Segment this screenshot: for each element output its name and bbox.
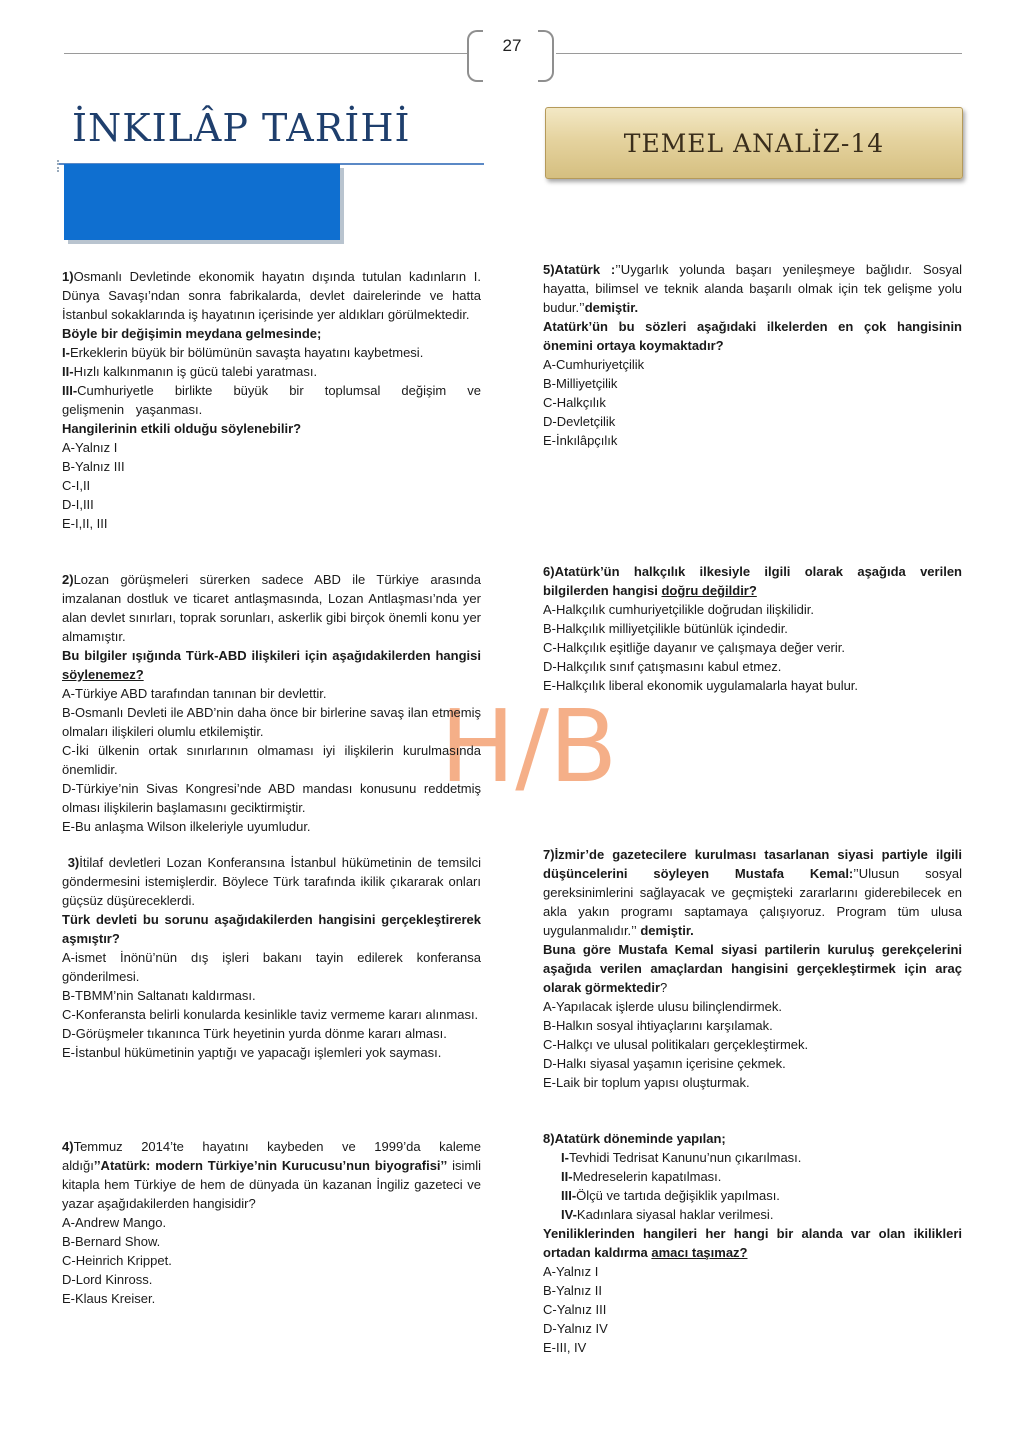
q5-option-e[interactable]: E-İnkılâpçılık bbox=[543, 433, 618, 448]
question-4 bbox=[62, 1137, 481, 1308]
q7-stem: 7)İzmir’de gazetecilere kurulması tasarlanan siyasi partiyle ilgili düşüncelerini söyleyen Mustafa Kemal:’’Ulusun sosyal gereksinimlerini sağlayacak ve geçmişteki zararlarını giderebilecek en akla yakın programı saptamaya çalışıyoruz. Program tüm ulusa uygulanmalıdır.’’ demiştir. bbox=[543, 847, 962, 938]
q7-option-a[interactable]: A-Yapılacak işlerde ulusu bilinçlendirmek. bbox=[543, 999, 782, 1014]
q8-item: I-Tevhidi Tedrisat Kanunu’nun çıkarılması. bbox=[561, 1150, 802, 1165]
question-8 bbox=[543, 1129, 962, 1357]
q1-option-d[interactable]: D-I,III bbox=[62, 497, 94, 512]
q6-option-b[interactable]: B-Halkçılık milliyetçilikle bütünlük içindedir. bbox=[543, 621, 788, 636]
question-7 bbox=[543, 845, 962, 1092]
q3-option-e[interactable]: E-İstanbul hükümetinin yaptığı ve yapacağı işlemleri yok sayması. bbox=[62, 1045, 442, 1060]
q6-question: 6)Atatürk’ün halkçılık ilkesiyle ilgili olarak aşağıda verilen bilgilerden hangisi doğru değildir? bbox=[543, 564, 962, 598]
q5-option-d[interactable]: D-Devletçilik bbox=[543, 414, 616, 429]
q4-option-c[interactable]: C-Heinrich Krippet. bbox=[62, 1253, 172, 1268]
q6-option-d[interactable]: D-Halkçılık sınıf çatışmasını kabul etmez. bbox=[543, 659, 782, 674]
q4-option-e[interactable]: E-Klaus Kreiser. bbox=[62, 1291, 156, 1306]
question-3 bbox=[62, 853, 481, 1062]
q6-option-c[interactable]: C-Halkçılık eşitliğe dayanır ve çalışmaya değer verir. bbox=[543, 640, 846, 655]
question-5 bbox=[543, 260, 962, 450]
q7-option-e[interactable]: E-Laik bir toplum yapısı oluşturmak. bbox=[543, 1075, 750, 1090]
q8-lead: 8)Atatürk döneminde yapılan; bbox=[543, 1131, 726, 1146]
q1-lead: Böyle bir değişimin meydana gelmesinde; bbox=[62, 326, 322, 341]
q3-option-c[interactable]: C-Konferansta belirli konularda kesinlikle taviz vermeme kararı alınması. bbox=[62, 1007, 479, 1022]
analysis-badge bbox=[545, 107, 963, 179]
q3-option-a[interactable]: A-ismet İnönü’nün dış işleri bakanı tayin edilerek konferansa gönderilmesi. bbox=[62, 950, 481, 984]
q5-option-c[interactable]: C-Halkçılık bbox=[543, 395, 606, 410]
q4-option-a[interactable]: A-Andrew Mango. bbox=[62, 1215, 167, 1230]
q1-option-a[interactable]: A-Yalnız I bbox=[62, 440, 118, 455]
question-1 bbox=[62, 267, 481, 533]
q2-option-e[interactable]: E-Bu anlaşma Wilson ilkeleriyle uyumludur. bbox=[62, 819, 311, 834]
q2-stem: 2)Lozan görüşmeleri sürerken sadece ABD ile Türkiye arasında imzalanan dostluk ve ticaret antlaşmasında, Lozan Antlaşması’nda yer alan devlet sınırları, toprak sorunları, askerlik gibi birçok önemli konu yer almamıştır. bbox=[62, 572, 481, 644]
q1-option-c[interactable]: C-I,II bbox=[62, 478, 91, 493]
q8-question: Yeniliklerinden hangileri her hangi bir alanda var olan ikilikleri ortadan kaldırma amacı taşımaz? bbox=[543, 1226, 962, 1260]
q8-option-a[interactable]: A-Yalnız I bbox=[543, 1264, 599, 1279]
q5-question: Atatürk’ün bu sözleri aşağıdaki ilkelerden en çok hangisinin önemini ortaya koymaktadır? bbox=[543, 319, 962, 353]
q8-item: IV-Kadınlara siyasal haklar verilmesi. bbox=[561, 1207, 774, 1222]
q1-item: III-Cumhuriyetle birlikte büyük bir toplumsal değişim ve gelişmenin yaşanması. bbox=[62, 383, 481, 417]
subject-title: İNKILÂP TARİHİ bbox=[72, 106, 411, 150]
q8-option-d[interactable]: D-Yalnız IV bbox=[543, 1321, 608, 1336]
q7-option-c[interactable]: C-Halkçı ve ulusal politikaları gerçekleştirmek. bbox=[543, 1037, 809, 1052]
q8-option-e[interactable]: E-III, IV bbox=[543, 1340, 587, 1355]
q1-item: I-Erkeklerin büyük bir bölümünün savaşta hayatını kaybetmesi. bbox=[62, 345, 424, 360]
q1-item: II-Hızlı kalkınmanın iş gücü talebi yaratması. bbox=[62, 364, 318, 379]
q1-question: Hangilerinin etkili olduğu söylenebilir? bbox=[62, 421, 302, 436]
q4-option-b[interactable]: B-Bernard Show. bbox=[62, 1234, 161, 1249]
badge-title: TEMEL ANALİZ-14 bbox=[623, 128, 885, 158]
q2-option-d[interactable]: D-Türkiye’nin Sivas Kongresi’nde ABD mandası konusunu reddetmiş olması ilişkilerin başlamasını geciktirmiştir. bbox=[62, 781, 481, 815]
q8-option-c[interactable]: C-Yalnız III bbox=[543, 1302, 607, 1317]
q5-stem: 5)Atatürk :’’Uygarlık yolunda başarı yenileşmeye bağlıdır. Sosyal hayatta, bilimsel ve teknik alanda başarılı olmak için tek gelişme yolu budur.’’demiştir. bbox=[543, 262, 962, 315]
q2-option-a[interactable]: A-Türkiye ABD tarafından tanınan bir devlettir. bbox=[62, 686, 327, 701]
q8-item: II-Medreselerin kapatılması. bbox=[561, 1169, 722, 1184]
question-2 bbox=[62, 570, 481, 836]
q4-stem: 4)Temmuz 2014’te hayatını kaybeden ve 1999’da kaleme aldığı’’Atatürk: modern Türkiye’nin Kurucusu’nun biyografisi’’ isimli kitapla hem Türkiye de hem de dünyada ün kazanan İngiliz gazeteci ve yazar aşağıdakilerden hangisidir? bbox=[62, 1139, 481, 1211]
q2-option-c[interactable]: C-İki ülkenin ortak sınırlarının olmaması iyi ilişkilerin kurulmasında önemlidir. bbox=[62, 743, 481, 777]
q2-question: Bu bilgiler ışığında Türk-ABD ilişkileri için aşağıdakilerden hangisi söylenemez? bbox=[62, 648, 481, 682]
q8-option-b[interactable]: B-Yalnız II bbox=[543, 1283, 603, 1298]
q3-option-d[interactable]: D-Görüşmeler tıkanınca Türk heyetinin yurda dönme kararı alması. bbox=[62, 1026, 447, 1041]
header-rule-right bbox=[556, 53, 962, 54]
q2-option-b[interactable]: B-Osmanlı Devleti ile ABD’nin daha önce bir birlerine savaş ilan etmemiş olmaları ilişkileri olumlu etkilemiştir. bbox=[62, 705, 481, 739]
header-rule-left bbox=[64, 53, 468, 54]
q1-option-b[interactable]: B-Yalnız III bbox=[62, 459, 125, 474]
q4-option-d[interactable]: D-Lord Kinross. bbox=[62, 1272, 153, 1287]
decorative-blue-box bbox=[64, 164, 340, 240]
q7-question: Buna göre Mustafa Kemal siyasi partilerin kuruluş gerekçelerini aşağıda verilen amaçlardan hangisini gerçekleştirmek için araç olarak görmektedir? bbox=[543, 942, 962, 995]
q1-option-e[interactable]: E-I,II, III bbox=[62, 516, 108, 531]
question-6 bbox=[543, 562, 962, 695]
q1-stem: 1)Osmanlı Devletinde ekonomik hayatın dışında tutulan kadınların I. Dünya Savaşı’ndan sonra fabrikalarda, devlet dairelerinde ve hatta İstanbul sokaklarında iş hayatının içerisinde yer aldıkları görülmektedir. bbox=[62, 269, 481, 322]
q3-option-b[interactable]: B-TBMM’nin Saltanatı kaldırması. bbox=[62, 988, 256, 1003]
page-number: 27 bbox=[502, 36, 522, 55]
page-number-bracket-left bbox=[467, 30, 483, 82]
q5-option-b[interactable]: B-Milliyetçilik bbox=[543, 376, 618, 391]
q6-option-a[interactable]: A-Halkçılık cumhuriyetçilikle doğrudan ilişkilidir. bbox=[543, 602, 814, 617]
q3-stem: 3)İtilaf devletleri Lozan Konferansına İstanbul hükümetinin de temsilci göndermesini istemişlerdir. Böylece Türk tarafında ikilik çıkararak onları güçsüz düşüreceklerdi. bbox=[62, 855, 482, 908]
watermark: H/B bbox=[440, 688, 618, 805]
q8-item: III-Ölçü ve tartıda değişiklik yapılması. bbox=[561, 1188, 780, 1203]
q5-option-a[interactable]: A-Cumhuriyetçilik bbox=[543, 357, 645, 372]
q6-option-e[interactable]: E-Halkçılık liberal ekonomik uygulamalarla hayat bulur. bbox=[543, 678, 859, 693]
q3-question: Türk devleti bu sorunu aşağıdakilerden hangisini gerçekleştirerek aşmıştır? bbox=[62, 912, 481, 946]
q7-option-d[interactable]: D-Halkı siyasal yaşamın içerisine çekmek. bbox=[543, 1056, 786, 1071]
q7-option-b[interactable]: B-Halkın sosyal ihtiyaçlarını karşılamak. bbox=[543, 1018, 773, 1033]
